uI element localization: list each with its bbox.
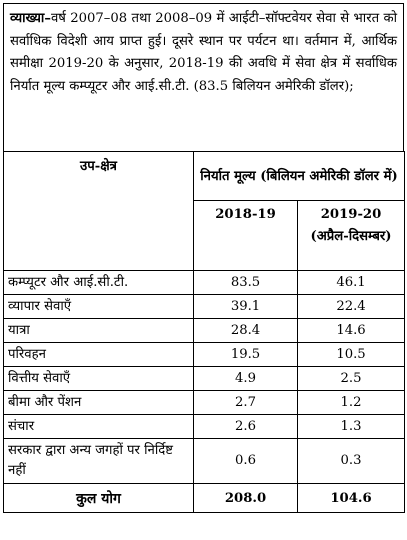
- row-sector: व्यापार सेवाएँ: [4, 295, 194, 319]
- row-sector: परिवहन: [4, 343, 194, 367]
- header-year-2018-19: 2018-19: [194, 201, 298, 271]
- row-sector: संचार: [4, 415, 194, 439]
- row-value-2018-19: 4.9: [194, 367, 298, 391]
- document-page: [3, 3, 404, 513]
- total-value-2018-19: 208.0: [194, 484, 298, 513]
- row-sector: यात्रा: [4, 319, 194, 343]
- table-row: [4, 367, 405, 391]
- table-row: [4, 439, 405, 484]
- header-sector: उप-क्षेत्र: [4, 152, 194, 271]
- table-row: [4, 295, 405, 319]
- row-value-2019-20: 14.6: [298, 319, 405, 343]
- row-value-2019-20: 2.5: [298, 367, 405, 391]
- row-sector: सरकार द्वारा अन्य जगहों पर निर्दिष्ट नहीं: [4, 439, 194, 484]
- header-export-value: निर्यात मूल्य (बिलियन अमेरिकी डॉलर में): [194, 152, 405, 201]
- header-year-2019-20: 2019-20 (अप्रैल-दिसम्बर): [298, 201, 405, 271]
- row-value-2018-19: 2.6: [194, 415, 298, 439]
- row-value-2019-20: 46.1: [298, 271, 405, 295]
- row-value-2019-20: 1.3: [298, 415, 405, 439]
- explanation-body: वर्ष 2007–08 तथा 2008–09 में आईटी–सॉफ्टवेयर सेवा से भारत को सर्वाधिक विदेशी आय प्राप्त हुई। दूसरे स्थान पर पर्यटन था। वर्तमान में, आर्थिक समीक्षा 2019-20 के अनुसार, 2018-19 की अवधि में सेवा क्षेत्र में सर्वाधिक निर्यात मूल्य कम्प्यूटर और आई.सी.टी. (83.5 बिलियन अमेरिकी डॉलर);: [10, 11, 397, 94]
- total-label: कुल योग: [4, 484, 194, 513]
- explanation-heading: व्याख्या–: [10, 11, 51, 26]
- row-value-2018-19: 0.6: [194, 439, 298, 484]
- row-value-2019-20: 22.4: [298, 295, 405, 319]
- table-row: [4, 271, 405, 295]
- row-value-2018-19: 39.1: [194, 295, 298, 319]
- total-value-2019-20: 104.6: [298, 484, 405, 513]
- row-sector: बीमा और पेंशन: [4, 391, 194, 415]
- total-row: [4, 484, 405, 513]
- row-value-2019-20: 0.3: [298, 439, 405, 484]
- row-value-2018-19: 19.5: [194, 343, 298, 367]
- row-value-2018-19: 83.5: [194, 271, 298, 295]
- export-value-table: [3, 151, 405, 513]
- table-row: [4, 415, 405, 439]
- row-value-2018-19: 2.7: [194, 391, 298, 415]
- table-row: [4, 343, 405, 367]
- row-sector: वित्तीय सेवाएँ: [4, 367, 194, 391]
- row-value-2019-20: 1.2: [298, 391, 405, 415]
- row-value-2018-19: 28.4: [194, 319, 298, 343]
- explanation-paragraph: [3, 3, 404, 151]
- table-header-row: [4, 152, 405, 201]
- row-sector: कम्प्यूटर और आई.सी.टी.: [4, 271, 194, 295]
- table-row: [4, 319, 405, 343]
- row-value-2019-20: 10.5: [298, 343, 405, 367]
- table-row: [4, 391, 405, 415]
